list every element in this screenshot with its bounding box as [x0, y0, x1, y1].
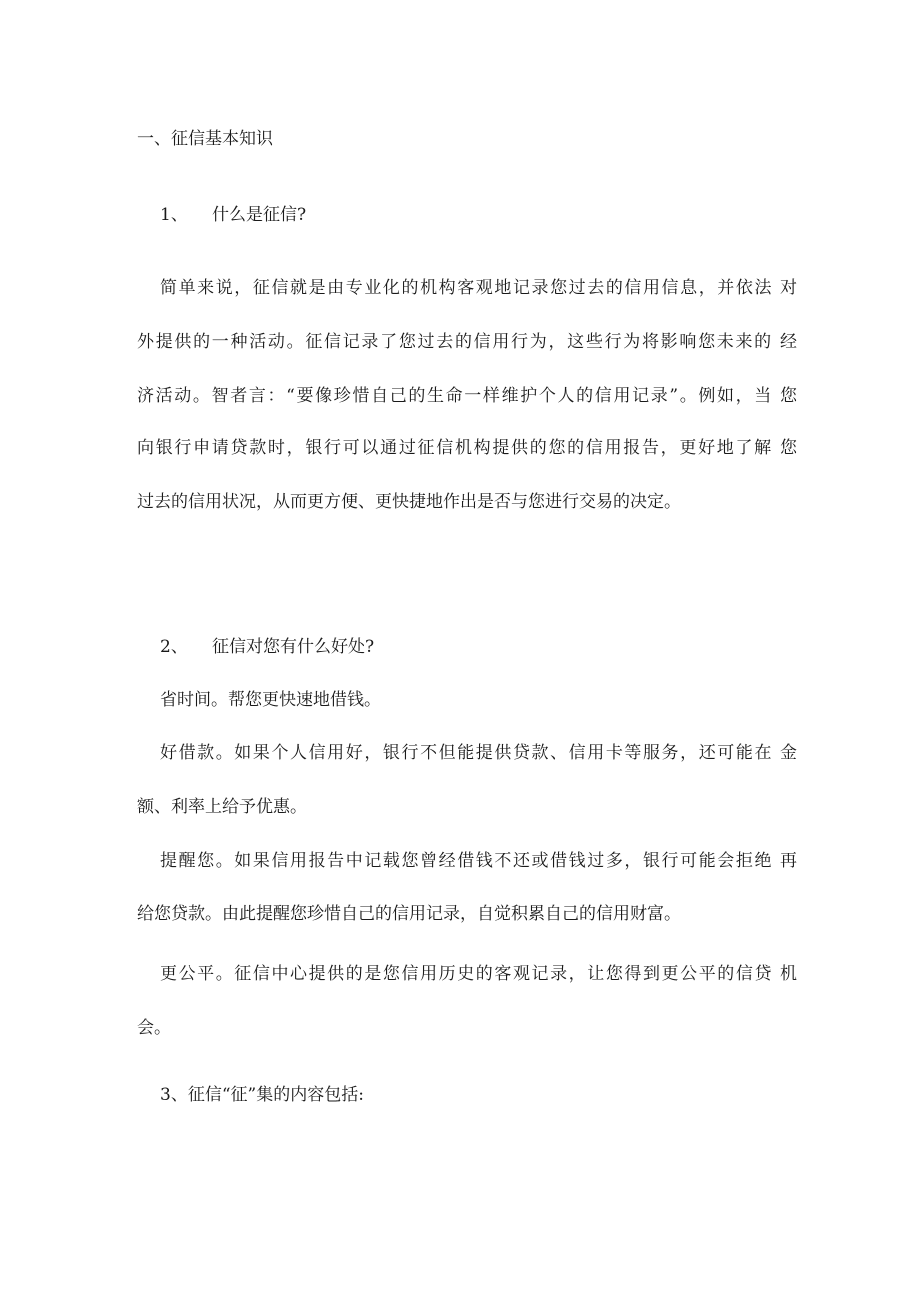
question-1-title: 什么是征信? [212, 205, 307, 225]
q2-paragraph-1: 省时间。帮您更快速地借钱。 [160, 690, 381, 710]
section-heading: 一、征信基本知识 [137, 129, 273, 149]
q1-line-1: 简单来说，征信就是由专业化的机构客观地记录您过去的信用信息，并依法 对 [160, 278, 797, 298]
question-2-title: 征信对您有什么好处? [212, 637, 375, 657]
q2-paragraph-3-line-2: 给您贷款。由此提醒您珍惜自己的信用记录，自觉积累自己的信用财富。 [137, 904, 681, 924]
q1-line-2: 外提供的一种活动。征信记录了您过去的信用行为，这些行为将影响您未来的 经 [137, 332, 797, 352]
q2-paragraph-4-line-1: 更公平。征信中心提供的是您信用历史的客观记录，让您得到更公平的信贷 机 [160, 964, 797, 984]
question-2-number: 2、 [160, 637, 188, 657]
q2-paragraph-3-line-1: 提醒您。如果信用报告中记载您曾经借钱不还或借钱过多，银行可能会拒绝 再 [160, 851, 797, 871]
q2-paragraph-2-line-2: 额、利率上给予优惠。 [137, 797, 307, 817]
q2-paragraph-2-line-1: 好借款。如果个人信用好，银行不但能提供贷款、信用卡等服务，还可能在 金 [160, 743, 797, 763]
q1-line-4: 向银行申请贷款时，银行可以通过征信机构提供的您的信用报告，更好地了解 您 [137, 438, 797, 458]
q2-paragraph-4-line-2: 会。 [137, 1018, 171, 1038]
q1-line-3: 济活动。智者言：“要像珍惜自己的生命一样维护个人的信用记录”。例如，当 您 [137, 386, 797, 406]
question-3-title: 3、征信“征”集的内容包括: [160, 1085, 364, 1105]
question-1-number: 1、 [160, 205, 188, 225]
q1-line-5: 过去的信用状况，从而更方便、更快捷地作出是否与您进行交易的决定。 [137, 492, 681, 512]
